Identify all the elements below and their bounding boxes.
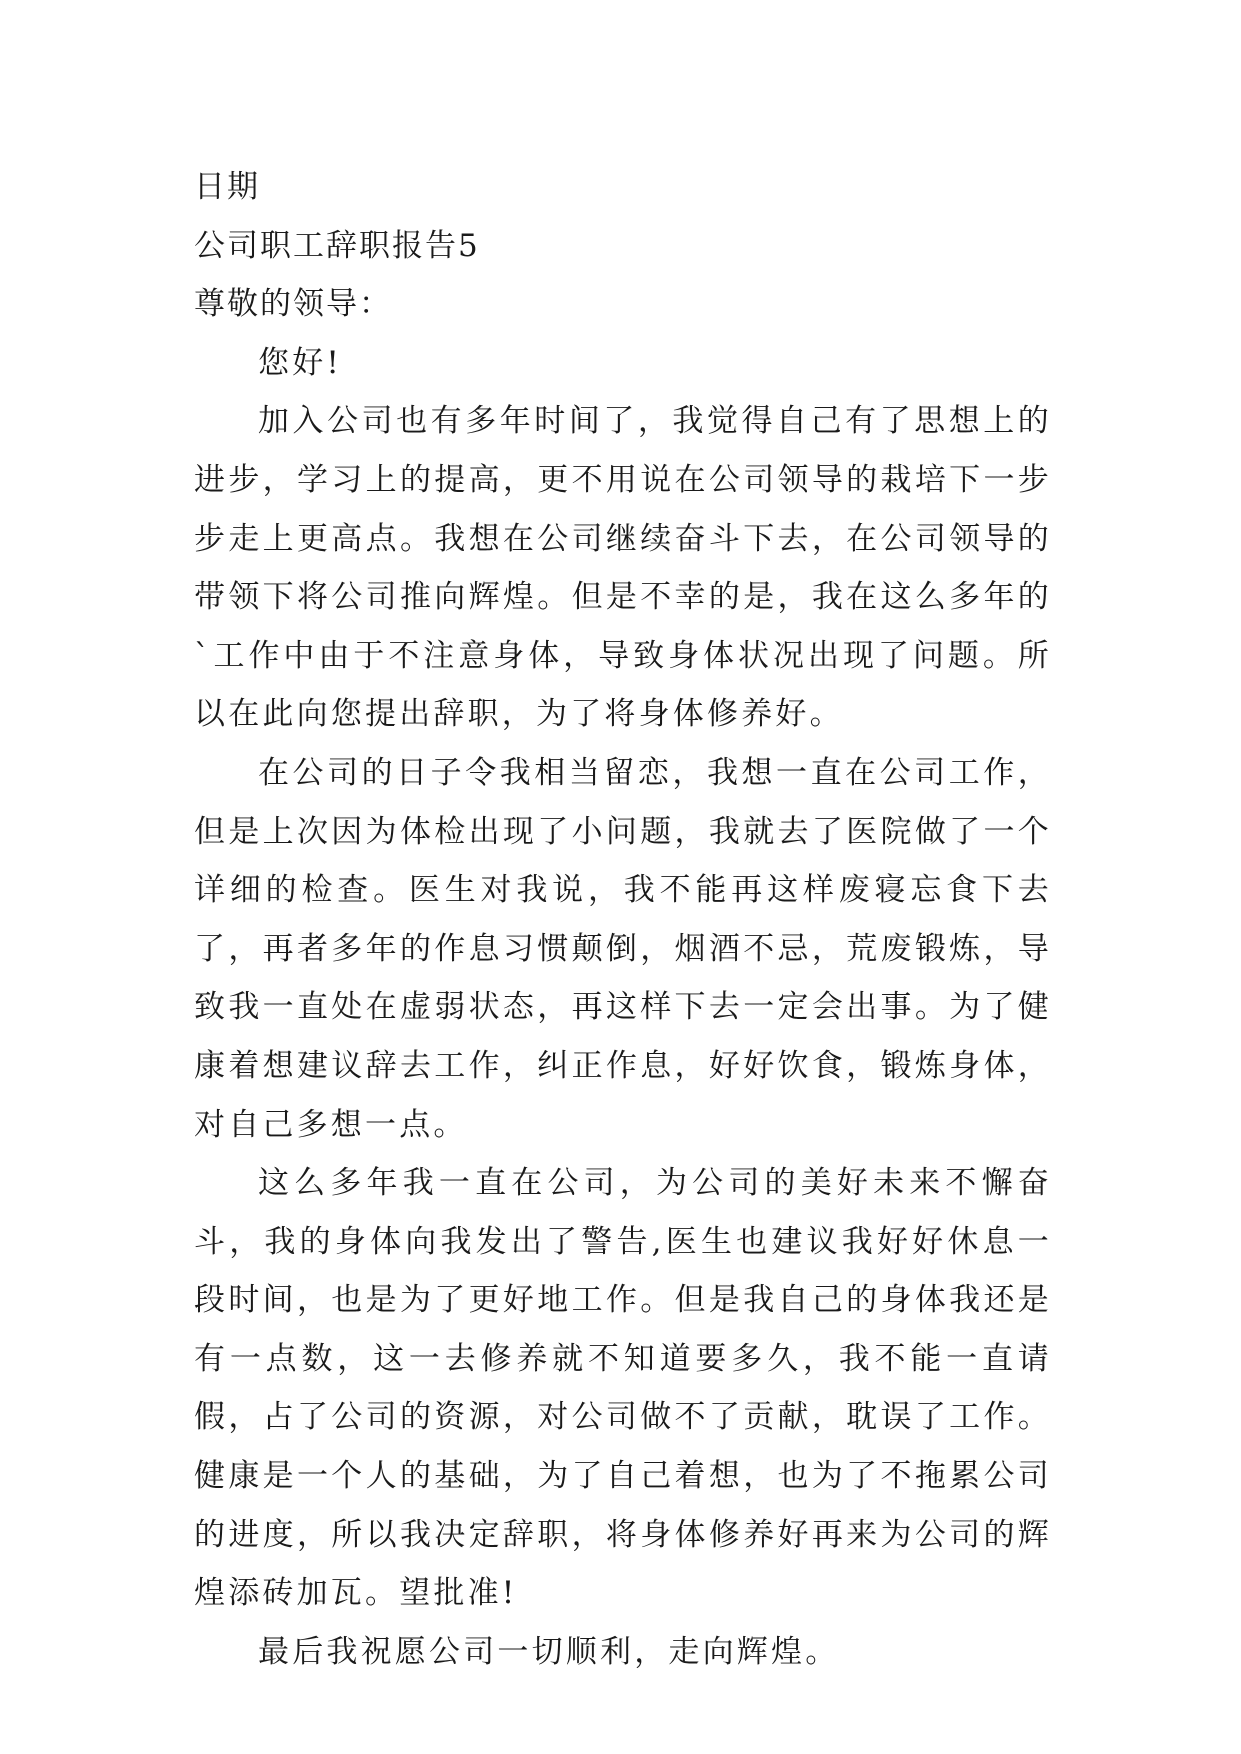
document-body	[194, 158, 1052, 1681]
greeting: 您好!	[258, 344, 343, 381]
paragraph-1: 加入公司也有多年时间了，我觉得自己有了思想上的进步，学习上的提高，更不用说在公司领导的栽培下一步步走上更高点。我想在公司继续奋斗下去，在公司领导的带领下将公司推向辉煌。但是不幸的是，我在这么多年的`工作中由于不注意身体，导致身体状况出现了问题。所以在此向您提出辞职，为了将身体修养好。	[194, 403, 1052, 733]
document-title: 公司职工辞职报告5	[194, 227, 480, 264]
date-label: 日期	[194, 169, 260, 205]
paragraph-3: 这么多年我一直在公司，为公司的美好未来不懈奋斗，我的身体向我发出了警告,医生也建议我好好休息一段时间，也是为了更好地工作。但是我自己的身体我还是有一点数，这一去修养就不知道要多久，我不能一直请假，占了公司的资源，对公司做不了贡献，耽误了工作。健康是一个人的基础，为了自己着想，也为了不拖累公司的进度，所以我决定辞职，将身体修养好再来为公司的辉煌添砖加瓦。望批准!	[194, 1165, 1052, 1612]
paragraph-2: 在公司的日子令我相当留恋，我想一直在公司工作，但是上次因为体检出现了小问题，我就去了医院做了一个详细的检查。医生对我说，我不能再这样废寝忘食下去了，再者多年的作息习惯颠倒，烟酒不忌，荒废锻炼，导致我一直处在虚弱状态，再这样下去一定会出事。为了健康着想建议辞去工作，纠正作息，好好饮食，锻炼身体，对自己多想一点。	[194, 754, 1052, 1143]
salutation: 尊敬的领导：	[194, 286, 392, 323]
paragraph-4: 最后我祝愿公司一切顺利，走向辉煌。	[258, 1633, 840, 1670]
